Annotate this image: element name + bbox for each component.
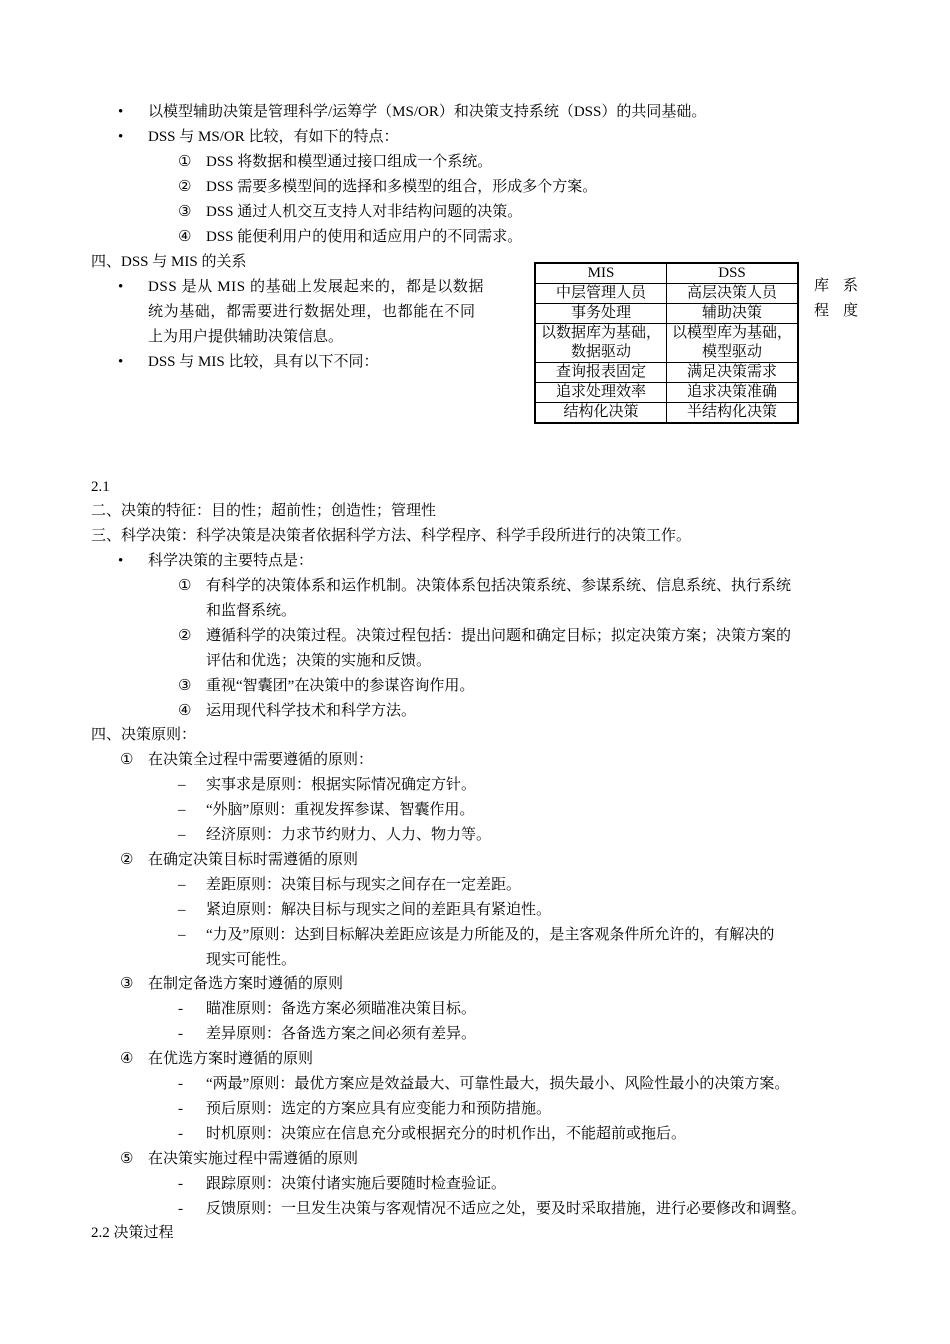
table-cell: 结构化决策 xyxy=(535,403,667,424)
dash-marker: – xyxy=(178,777,186,793)
bullet-text: 以模型辅助决策是管理科学/运筹学（MS/OR）和决策支持系统（DSS）的共同基础。 xyxy=(148,104,707,120)
dash-marker: – xyxy=(178,927,186,943)
dash-marker: – xyxy=(178,802,186,818)
list-item: DSS 通过人机交互支持人对非结构问题的决策。 xyxy=(206,204,523,220)
group-number: ④ xyxy=(120,1051,134,1067)
side-fragment-text: 库系 xyxy=(814,278,873,294)
list-number: ② xyxy=(178,628,192,644)
table-header: DSS xyxy=(667,263,799,284)
list-item: 有科学的决策体系和运作机制。决策体系包括决策系统、参谋系统、信息系统、执行系统 xyxy=(206,578,792,594)
list-item-continuation: 评估和优选；决策的实施和反馈。 xyxy=(206,653,432,669)
list-number: ② xyxy=(178,179,192,195)
section-heading: 四、决策原则： xyxy=(91,727,197,743)
group-number: ② xyxy=(120,852,134,868)
group-number: ⑤ xyxy=(120,1151,134,1167)
table-cell: 以模型库为基础，模型驱动 xyxy=(667,324,799,363)
principle-item: “外脑”原则：重视发挥参谋、智囊作用。 xyxy=(206,802,475,818)
list-item: DSS 需要多模型间的选择和多模型的组合，形成多个方案。 xyxy=(206,179,598,195)
table-row xyxy=(535,403,798,424)
list-item: 遵循科学的决策过程。决策过程包括：提出问题和确定目标；拟定决策方案；决策方案的 xyxy=(206,628,792,644)
dash-marker: - xyxy=(178,1201,183,1217)
principle-item: 时机原则：决策应在信息充分或根据充分的时机作出，不能超前或拖后。 xyxy=(206,1126,687,1142)
list-item: DSS 将数据和模型通过接口组成一个系统。 xyxy=(206,154,493,170)
group-title: 在确定决策目标时需遵循的原则 xyxy=(148,852,359,868)
bullet-text: 上为用户提供辅助决策信息。 xyxy=(148,329,344,345)
bullet-text: 统为基础，都需要进行数据处理，也都能在不同 xyxy=(148,304,476,320)
principle-item: 差距原则：决策目标与现实之间存在一定差距。 xyxy=(206,877,522,893)
table-header-row xyxy=(535,263,798,284)
section-number: 2.1 xyxy=(91,479,110,495)
bullet-icon: • xyxy=(118,129,124,145)
group-title: 在决策实施过程中需遵循的原则 xyxy=(148,1151,359,1167)
group-title: 在决策全过程中需要遵循的原则： xyxy=(148,752,374,768)
principle-item: “力及”原则：达到目标解决差距应该是力所能及的，是主客观条件所允许的，有解决的 xyxy=(206,927,775,943)
list-item-continuation: 和监督系统。 xyxy=(206,603,297,619)
table-cell: 中层管理人员 xyxy=(535,284,667,304)
principle-item: 反馈原则：一旦发生决策与客观情况不适应之处，要及时采取措施，进行必要修改和调整。 xyxy=(206,1201,807,1217)
list-item: 重视“智囊团”在决策中的参谋咨询作用。 xyxy=(206,678,475,694)
list-number: ① xyxy=(178,154,192,170)
principle-item: “两最”原则：最优方案应是效益最大、可靠性最大，损失最小、风险性最小的决策方案。 xyxy=(206,1076,790,1092)
list-number: ④ xyxy=(178,703,192,719)
table-cell: 查询报表固定 xyxy=(535,363,667,383)
dash-marker: – xyxy=(178,902,186,918)
table-row xyxy=(535,363,798,383)
table-cell: 高层决策人员 xyxy=(667,284,799,304)
bullet-text: DSS 与 MS/OR 比较，有如下的特点： xyxy=(148,129,399,145)
principle-item: 经济原则：力求节约财力、人力、物力等。 xyxy=(206,827,492,843)
group-title: 在优选方案时遵循的原则 xyxy=(148,1051,314,1067)
list-number: ① xyxy=(178,578,192,594)
table-row xyxy=(535,284,798,304)
comparison-table xyxy=(534,262,799,424)
list-number: ③ xyxy=(178,678,192,694)
table-cell: 追求处理效率 xyxy=(535,383,667,403)
section-heading: 2.2 决策过程 xyxy=(91,1225,174,1241)
bullet-text: 科学决策的主要特点是： xyxy=(148,553,314,569)
paragraph: 二、决策的特征：目的性；超前性；创造性；管理性 xyxy=(91,503,437,519)
table-cell: 满足决策需求 xyxy=(667,363,799,383)
list-number: ③ xyxy=(178,204,192,220)
list-item: DSS 能便利用户的使用和适应用户的不同需求。 xyxy=(206,229,523,245)
dash-marker: - xyxy=(178,1026,183,1042)
group-number: ① xyxy=(120,752,134,768)
section-heading: 四、DSS 与 MIS 的关系 xyxy=(91,254,247,270)
principle-item: 预后原则：选定的方案应具有应变能力和预防措施。 xyxy=(206,1101,552,1117)
list-number: ④ xyxy=(178,229,192,245)
bullet-text: DSS 是从 MIS 的基础上发展起来的，都是以数据 xyxy=(148,279,485,295)
list-item: 运用现代科学技术和科学方法。 xyxy=(206,703,417,719)
bullet-icon: • xyxy=(118,104,124,120)
bullet-icon: • xyxy=(118,553,124,569)
principle-item: 瞄准原则：备选方案必须瞄准决策目标。 xyxy=(206,1001,477,1017)
group-title: 在制定备选方案时遵循的原则 xyxy=(148,976,344,992)
paragraph: 三、科学决策：科学决策是决策者依据科学方法、科学程序、科学手段所进行的决策工作。 xyxy=(91,528,692,544)
bullet-icon: • xyxy=(118,354,124,370)
table-row xyxy=(535,304,798,324)
table-cell: 追求决策准确 xyxy=(667,383,799,403)
table-cell: 半结构化决策 xyxy=(667,403,799,424)
principle-item: 跟踪原则：决策付诸实施后要随时检查验证。 xyxy=(206,1176,507,1192)
table-header: MIS xyxy=(535,263,667,284)
dash-marker: - xyxy=(178,1101,183,1117)
principle-item: 实事求是原则：根据实际情况确定方针。 xyxy=(206,777,477,793)
group-number: ③ xyxy=(120,976,134,992)
side-fragment-text: 程度 xyxy=(814,303,873,319)
table-cell: 事务处理 xyxy=(535,304,667,324)
dash-marker: - xyxy=(178,1076,183,1092)
principle-item: 差异原则：各备选方案之间必须有差异。 xyxy=(206,1026,477,1042)
dash-marker: - xyxy=(178,1176,183,1192)
dash-marker: - xyxy=(178,1126,183,1142)
dash-marker: – xyxy=(178,877,186,893)
principle-item-continuation: 现实可能性。 xyxy=(206,952,297,968)
table-row xyxy=(535,383,798,403)
dash-marker: – xyxy=(178,827,186,843)
table-cell: 以数据库为基础，数据驱动 xyxy=(535,324,667,363)
bullet-icon: • xyxy=(118,279,124,295)
bullet-text: DSS 与 MIS 比较，具有以下不同： xyxy=(148,354,379,370)
table-row xyxy=(535,324,798,363)
principle-item: 紧迫原则：解决目标与现实之间的差距具有紧迫性。 xyxy=(206,902,552,918)
dash-marker: - xyxy=(178,1001,183,1017)
table-cell: 辅助决策 xyxy=(667,304,799,324)
